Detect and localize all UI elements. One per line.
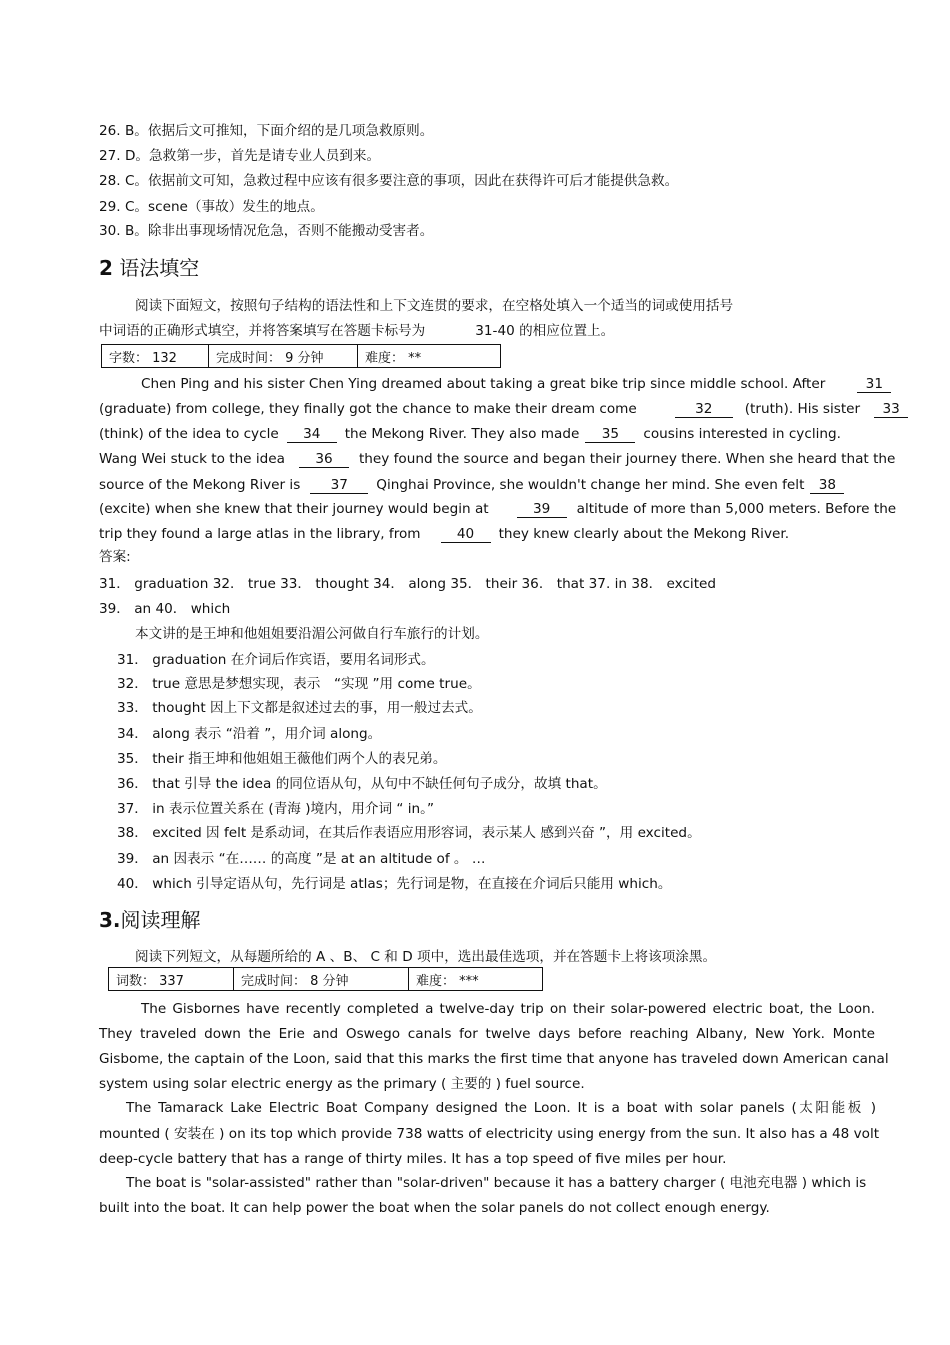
explanation-34: 34． along 表示 “沿着 ”，用介词 along。	[117, 726, 382, 742]
grammar-instruction-line2: 中词语的正确形式填空，并将答案填写在答题卡标号为 31-40 的相应位置上。	[99, 323, 615, 339]
passage-line4: Wang Wei stuck to the idea 36 they found the source and began their journey there. When she heard that the	[99, 451, 896, 467]
answer-26: 26. B。依据后文可推知，下面介绍的是几项急救原则。	[99, 123, 434, 139]
time-cell: 完成时间： 9 分钟	[209, 345, 358, 368]
explanation-31: 31． graduation 在介词后作宾语，要用名词形式。	[117, 652, 435, 668]
difficulty-cell: 难度： ***	[409, 968, 543, 991]
answers-line2: 39． an 40． which	[99, 601, 231, 617]
explanation-33: 33． thought 因上下文都是叙述过去的事，用一般过去式。	[117, 700, 482, 716]
answers-line1: 31． graduation 32． true 33． thought 34． along 35． their 36． that 37. in 38． excited	[99, 576, 717, 592]
answers-label: 答案:	[99, 549, 131, 565]
blank-31[interactable]: 31	[857, 377, 891, 393]
explanation-40: 40． which 引导定语从句，先行词是 atlas；先行词是物，在直接在介词后只能用 which。	[117, 876, 672, 892]
reading-line6: mounted ( 安装在 ) on its top which provide 738 watts of electricity using energy from the sun. It also has a 48 volt	[99, 1126, 880, 1142]
passage-line5: source of the Mekong River is 37 Qinghai Province, she wouldn't change her mind. She even felt 38	[99, 476, 844, 494]
word-count-cell: 字数： 132	[102, 345, 209, 368]
grammar-instruction-line1: 阅读下面短文，按照句子结构的语法性和上下文连贯的要求，在空格处填入一个适当的词或使用括号	[135, 298, 734, 314]
blank-37[interactable]: 37	[310, 478, 368, 494]
explanation-35: 35． their 指王坤和他姐姐王薇他们两个人的表兄弟。	[117, 751, 447, 767]
answer-27: 27. D。急救第一步，首先是请专业人员到来。	[99, 148, 381, 164]
passage-line3: (think) of the idea to cycle 34 the Mekong River. They also made 35 cousins interested in cycling.	[99, 426, 841, 442]
answer-30: 30. B。除非出事现场情况危急，否则不能搬动受害者。	[99, 223, 434, 239]
blank-39[interactable]: 39	[517, 502, 567, 518]
reading-line4: system using solar electric energy as the primary ( 主要的 ) fuel source.	[99, 1076, 585, 1092]
explanation-36: 36． that 引导 the idea 的同位语从句，从句中不缺任何句子成分，故填 that。	[117, 776, 607, 792]
blank-33[interactable]: 33	[874, 402, 908, 418]
reading-line8: The boat is "solar-assisted" rather than "solar-driven" because it has a battery charger ( 电池充电器 ) which is	[126, 1175, 867, 1191]
difficulty-cell: 难度： **	[358, 345, 501, 368]
reading-line2: They traveled down the Erie and Oswego canals for twelve days before reaching Albany, New York. Monte	[99, 1026, 875, 1042]
blank-40[interactable]: 40	[441, 527, 491, 543]
reading-info-table	[108, 967, 543, 991]
explanation-38: 38． excited 因 felt 是系动词，在其后作表语应用形容词，表示某人 感到兴奋 ”，用 excited。	[117, 825, 701, 841]
blank-32[interactable]: 32	[675, 402, 733, 418]
passage-line7: trip they found a large atlas in the library, from 40 they knew clearly about the Mekong River.	[99, 526, 790, 542]
explanation-39: 39． an 因表示 “在…… 的高度 ”是 at an altitude of 。 …	[117, 851, 486, 867]
answer-29: 29. C。scene（事故）发生的地点。	[99, 199, 324, 215]
reading-line3: Gisbome, the captain of the Loon, said that this marks the first time that anyone has traveled down American canal	[99, 1051, 889, 1067]
answer-28: 28. C。依据前文可知，急救过程中应该有很多要注意的事项，因此在获得许可后才能提供急救。	[99, 173, 679, 189]
reading-line9: built into the boat. It can help power the boat when the solar panels do not collect enough energy.	[99, 1200, 770, 1216]
blank-38[interactable]: 38	[810, 478, 844, 494]
reading-line1: The Gisbornes have recently completed a twelve-day trip on their solar-powered electric boat, the Loon.	[141, 1001, 875, 1017]
passage-line1: Chen Ping and his sister Chen Ying dreamed about taking a great bike trip since middle school. After 31	[141, 375, 891, 393]
section-3-heading: 3.阅读理解	[99, 908, 201, 932]
word-count-cell: 词数： 337	[109, 968, 234, 991]
grammar-info-table	[101, 344, 501, 368]
passage-summary: 本文讲的是王坤和他姐姐要沿湄公河做自行车旅行的计划。	[135, 626, 489, 642]
passage-line2: (graduate) from college, they finally got the chance to make their dream come 32 (truth). His sister 33	[99, 400, 908, 418]
section-2-heading: 2 语法填空	[99, 256, 200, 280]
blank-35[interactable]: 35	[585, 427, 635, 443]
explanation-32: 32． true 意思是梦想实现，表示 “实现 ”用 come true。	[117, 676, 481, 692]
explanation-37: 37． in 表示位置关系在 (青海 )境内，用介词 “ in。”	[117, 801, 434, 817]
passage-line6: (excite) when she knew that their journey would begin at 39 altitude of more than 5,000 meters. Before the	[99, 501, 897, 517]
reading-instruction: 阅读下列短文，从每题所给的 A 、B、 C 和 D 项中，选出最佳选项，并在答题卡上将该项涂黑。	[135, 949, 717, 965]
time-cell: 完成时间： 8 分钟	[234, 968, 409, 991]
reading-line7: deep-cycle battery that has a range of thirty miles. It has a top speed of five miles per hour.	[99, 1151, 727, 1167]
blank-36[interactable]: 36	[299, 452, 349, 468]
reading-line5: The Tamarack Lake Electric Boat Company designed the Loon. It is a boat with solar panels (太阳能板 )	[126, 1100, 876, 1116]
blank-34[interactable]: 34	[287, 427, 337, 443]
